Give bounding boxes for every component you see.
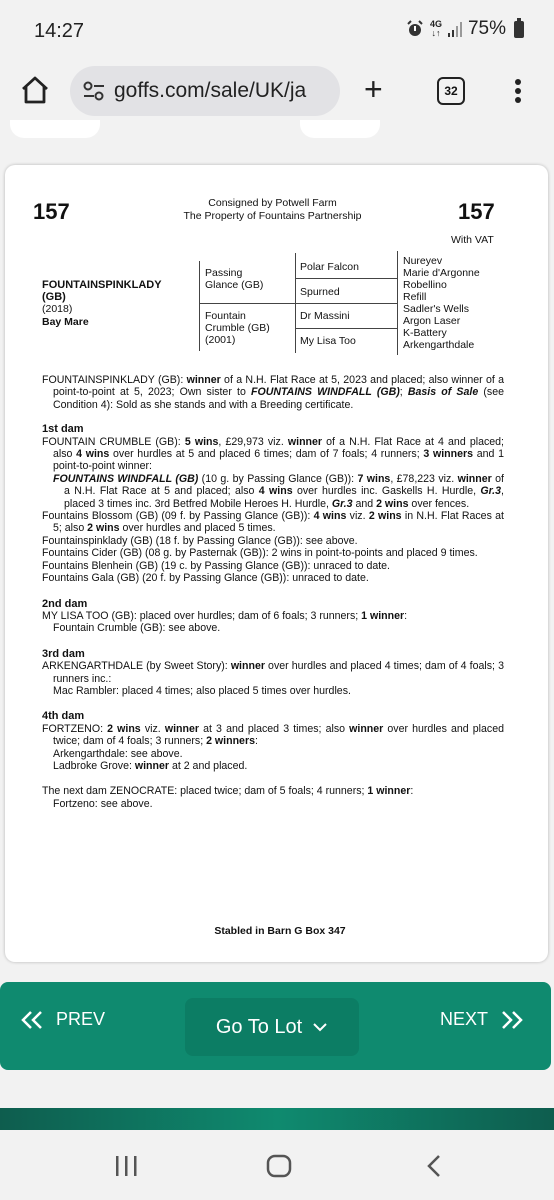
page-fragment: [10, 120, 100, 138]
next-dam-paragraph: The next dam ZENOCRATE: placed twice; dam of 5 foals; 4 runners; 1 winner:: [42, 785, 414, 798]
produce-entry: Fountainspinklady (GB) (18 f. by Passing Glance (GB)): see above.: [42, 534, 358, 547]
pedigree-gen2: Polar Falcon: [300, 261, 359, 273]
status-bar: [0, 0, 554, 62]
stabling-info: Stabled in Barn G Box 347: [214, 925, 346, 937]
alarm-icon: [406, 20, 424, 38]
status-icons: [406, 18, 524, 40]
back-icon[interactable]: [426, 1154, 442, 1178]
home-button-icon[interactable]: [266, 1154, 292, 1178]
battery-icon: [514, 21, 524, 38]
intro-paragraph: FOUNTAINSPINKLADY (GB): winner of a N.H. Flat Race at 5, 2023 and placed; also winner of a point-to-point at 5, 2023; Own sister to FOUNTAINS WINDFALL (GB); Basis of Sale (see Condition 4): Sold as she stands and with a Breeding certificate.: [42, 374, 505, 411]
lot-number-right: 157: [458, 199, 495, 224]
browser-toolbar: [0, 62, 554, 122]
lot-navigation-bar: [0, 982, 551, 1070]
next-button[interactable]: [440, 1009, 524, 1030]
consignor-block: [155, 197, 390, 223]
prev-button[interactable]: [20, 1009, 105, 1030]
pedigree-text: Passing: [205, 267, 243, 279]
battery-percent: 75%: [467, 18, 506, 39]
pedigree-divider: [295, 303, 397, 304]
fourth-dam-paragraph: FORTZENO: 2 wins viz. winner at 3 and placed 3 times; also winner over hurdles and placed twice; dam of 4 foals; 3 runners; 2 winners:: [42, 722, 504, 748]
pedigree-divider: [397, 251, 398, 355]
pedigree-text: Crumble (GB): [205, 322, 270, 334]
double-chevron-right-icon: [500, 1010, 524, 1030]
go-to-lot-label: Go To Lot: [215, 1015, 303, 1038]
home-icon[interactable]: [20, 76, 50, 109]
pedigree-text: Sadler's Wells: [403, 303, 469, 315]
url-text[interactable]: goffs.com/sale/UK/ja: [114, 79, 307, 102]
vat-label: With VAT: [451, 234, 494, 246]
pedigree-divider: [295, 328, 397, 329]
second-dam-paragraph: MY LISA TOO (GB): placed over hurdles; dam of 6 foals; 3 runners; 1 winner:: [42, 609, 408, 622]
third-dam-heading: 3rd dam: [42, 647, 85, 660]
pedigree-divider: [199, 261, 200, 351]
signal-icon: [448, 21, 462, 37]
more-menu-icon[interactable]: [514, 78, 522, 109]
prev-label: PREV: [56, 1009, 106, 1029]
property-line: The Property of Fountains Partnership: [183, 210, 362, 222]
produce-entry: Fountains Blossom (GB) (09 f. by Passing Glance (GB)): 4 wins viz. 2 wins in N.H. Flat Races at 5; also 2 wins over hurdles and placed 5 times.: [42, 510, 504, 535]
horse-type: Bay Mare: [42, 316, 89, 328]
second-dam-heading: 2nd dam: [42, 597, 88, 610]
address-bar[interactable]: [70, 66, 340, 116]
pedigree-text: Argon Laser: [403, 315, 461, 327]
pedigree-text: Glance (GB): [205, 279, 264, 291]
third-dam-paragraph: ARKENGARTHDALE (by Sweet Story): winner over hurdles and placed 4 times; dam of 4 foals; 3 runners inc.:: [42, 660, 504, 685]
fourth-dam-heading: 4th dam: [42, 710, 85, 723]
first-dam-heading: 1st dam: [42, 423, 84, 436]
produce-entry: Fountains Blenhein (GB) (19 c. by Passing Glance (GB)): unraced to date.: [42, 559, 391, 572]
catalogue-page: [5, 165, 548, 962]
produce-entry: FOUNTAINS WINDFALL (GB) (10 g. by Passing Glance (GB)): 7 wins, £78,223 viz. winner of a N.H. Flat Race at 5 and placed; also 4 wins over hurdles inc. Gaskells H. Hurdle, Gr.3, placed 3 times inc. 3rd Betfred Mobile Heroes H. Hurdle, Gr.3 and 2 wins over fences.: [53, 472, 504, 510]
network-label: 4G: [429, 19, 442, 29]
pedigree-text: K-Battery: [403, 327, 447, 339]
footer-stripe: [0, 1108, 554, 1130]
chevron-down-icon: [312, 1022, 328, 1032]
pedigree-text: (2001): [205, 334, 236, 346]
pedigree-text: Robellino: [403, 279, 447, 291]
page-fragment: [300, 120, 380, 138]
new-tab-icon[interactable]: +: [364, 71, 383, 107]
pedigree-sire: [205, 267, 263, 291]
pedigree-divider: [199, 303, 295, 304]
horse-year: (2018): [42, 303, 73, 315]
pedigree-text: Fountain: [205, 310, 246, 322]
status-time: 14:27: [34, 20, 85, 42]
tab-switcher-button[interactable]: 32: [437, 77, 465, 105]
lot-description: [42, 374, 504, 810]
pedigree-gen2: My Lisa Too: [300, 335, 356, 347]
pedigree-dam: [205, 310, 270, 346]
produce-entry: Fortzeno: see above.: [53, 797, 153, 810]
consigned-line: Consigned by Potwell Farm: [208, 197, 337, 209]
pedigree-text: Nureyev: [403, 255, 443, 267]
system-navigation-bar: [0, 1130, 554, 1200]
next-label: NEXT: [440, 1009, 489, 1029]
produce-entry: Fountains Cider (GB) (08 g. by Pasternak (GB)): 2 wins in point-to-points and placed 9 times.: [42, 547, 478, 560]
produce-entry: Arkengarthdale: see above.: [53, 747, 183, 760]
horse-origin: (GB): [42, 291, 66, 303]
pedigree-text: Arkengarthdale: [403, 339, 475, 351]
produce-entry: Mac Rambler: placed 4 times; also placed 5 times over hurdles.: [53, 684, 351, 697]
produce-entry: Ladbroke Grove: winner at 2 and placed.: [53, 759, 248, 772]
pedigree-gen3: [403, 255, 480, 351]
lot-number: 157: [33, 199, 70, 224]
pedigree-text: Marie d'Argonne: [403, 267, 480, 279]
network-indicator: 4G ↓↑: [429, 19, 442, 38]
pedigree-divider: [295, 278, 397, 279]
produce-entry: Fountains Gala (GB) (20 f. by Passing Glance (GB)): unraced to date.: [42, 572, 369, 585]
horse-name-text: FOUNTAINSPINKLADY: [42, 279, 162, 291]
site-settings-icon[interactable]: [82, 80, 106, 107]
pedigree-gen2: Dr Massini: [300, 310, 350, 322]
recent-apps-icon[interactable]: [114, 1155, 138, 1177]
first-dam-paragraph: FOUNTAIN CRUMBLE (GB): 5 wins, £29,973 viz. winner of a N.H. Flat Race at 4 and placed; also 4 wins over hurdles at 5 and placed 6 times; dam of 7 foals; 4 runners; 3 winners and 1 point-to-point winner:: [42, 435, 504, 473]
double-chevron-left-icon: [20, 1010, 44, 1030]
go-to-lot-dropdown[interactable]: [185, 998, 359, 1056]
produce-entry: Fountain Crumble (GB): see above.: [53, 622, 221, 635]
pedigree-text: Refill: [403, 291, 427, 303]
horse-name: [42, 279, 162, 303]
pedigree-gen2: Spurned: [300, 286, 340, 298]
